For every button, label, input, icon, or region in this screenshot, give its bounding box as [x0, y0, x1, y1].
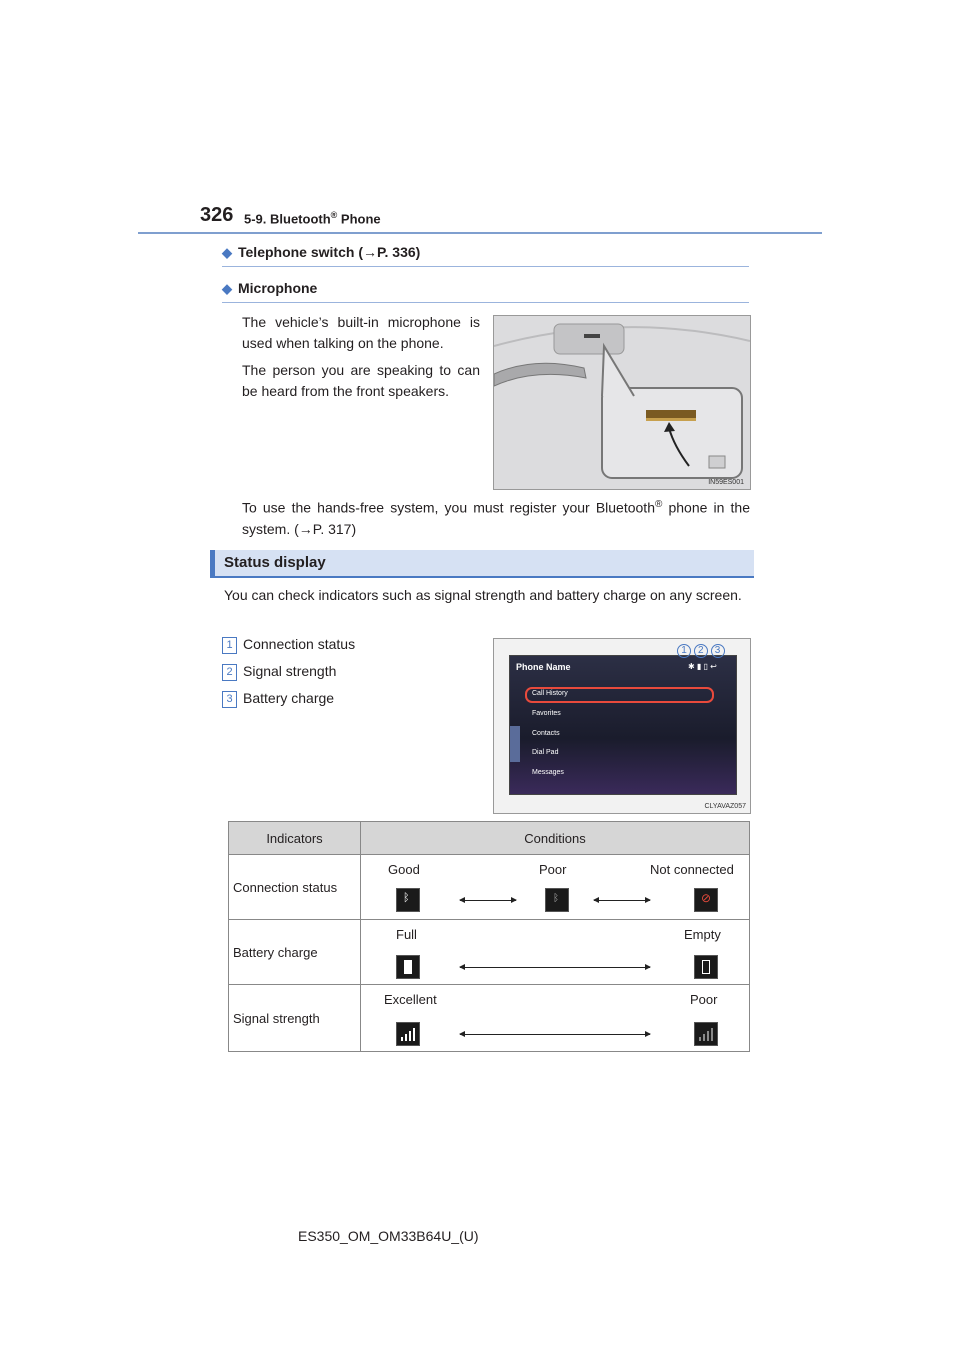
signal-excellent-icon [396, 1022, 420, 1046]
microphone-illustration [493, 315, 751, 490]
register-note: To use the hands-free system, you must register your Bluetooth® phone in the system. (→P. 317) [242, 499, 750, 537]
display-screen [509, 655, 737, 795]
double-arrow-icon [594, 900, 650, 901]
side-tab [510, 726, 520, 762]
double-arrow-icon [460, 900, 516, 901]
row-label-signal: Signal strength [229, 985, 361, 1052]
header-indicators: Indicators [229, 822, 361, 855]
menu-item-messages: Messages [532, 769, 564, 776]
battery-empty-icon [694, 955, 718, 979]
section-title: 5-9. Bluetooth® Phone [244, 210, 381, 227]
screen-title: Phone Name [516, 662, 571, 672]
menu-item-favorites: Favorites [532, 710, 561, 717]
double-arrow-icon [460, 967, 650, 968]
table-header-row [229, 822, 750, 855]
battery-conditions: Full Empty [362, 921, 748, 983]
table-row [229, 855, 750, 920]
header-conditions: Conditions [361, 822, 750, 855]
screen-callouts: 1 2 3 [677, 644, 725, 658]
status-display-intro: You can check indicators such as signal strength and battery charge on any screen. [224, 587, 742, 603]
subheading-rule [222, 302, 749, 303]
menu-item-contacts: Contacts [532, 730, 560, 737]
footer-code: ES350_OM_OM33B64U_(U) [298, 1228, 479, 1244]
header-rule [138, 232, 822, 234]
diamond-bullet-icon: ◆ [222, 245, 232, 260]
legend-item-signal: 2 Signal strength [222, 663, 336, 681]
microphone-heading: ◆ Microphone [222, 280, 318, 296]
telephone-switch-heading: ◆ Telephone switch (→P. 336) [222, 244, 421, 260]
legend-item-connection: 1 Connection status [222, 636, 355, 654]
diamond-bullet-icon: ◆ [222, 281, 232, 296]
status-display-heading: Status display [210, 550, 754, 578]
row-label-battery: Battery charge [229, 920, 361, 985]
table-row [229, 920, 750, 985]
microphone-para-1: The vehicle’s built-in microphone is used when talking on the phone. [242, 314, 480, 351]
menu-item-call-history: Call History [532, 690, 568, 697]
double-arrow-icon [460, 1034, 650, 1035]
battery-full-icon [396, 955, 420, 979]
indicators-table [228, 821, 750, 1052]
status-icons: ✱ ▮ ▯ ↩ [688, 662, 717, 671]
not-connected-icon: ⊘ [694, 888, 718, 912]
connection-conditions: Good Poor Not connected ᛒ ᛒ ⊘ [362, 856, 748, 918]
signal-conditions: Excellent Poor [362, 986, 748, 1050]
bluetooth-good-icon: ᛒ [396, 888, 420, 912]
figure-code: CLYAVAZ057 [704, 803, 746, 810]
menu-item-dial-pad: Dial Pad [532, 749, 559, 756]
phone-screen-figure [493, 638, 751, 814]
page-number: 326 [200, 204, 234, 226]
signal-poor-icon [694, 1022, 718, 1046]
table-row [229, 985, 750, 1052]
subheading-rule [222, 266, 749, 267]
microphone-drawing [494, 316, 750, 489]
bluetooth-poor-icon: ᛒ [545, 888, 569, 912]
microphone-description [242, 312, 480, 408]
figure-code: IN59ES001 [708, 479, 744, 486]
microphone-para-2: The person you are speaking to can be heard from the front speakers. [242, 362, 480, 399]
row-label-connection: Connection status [229, 855, 361, 920]
legend-item-battery: 3 Battery charge [222, 690, 334, 708]
